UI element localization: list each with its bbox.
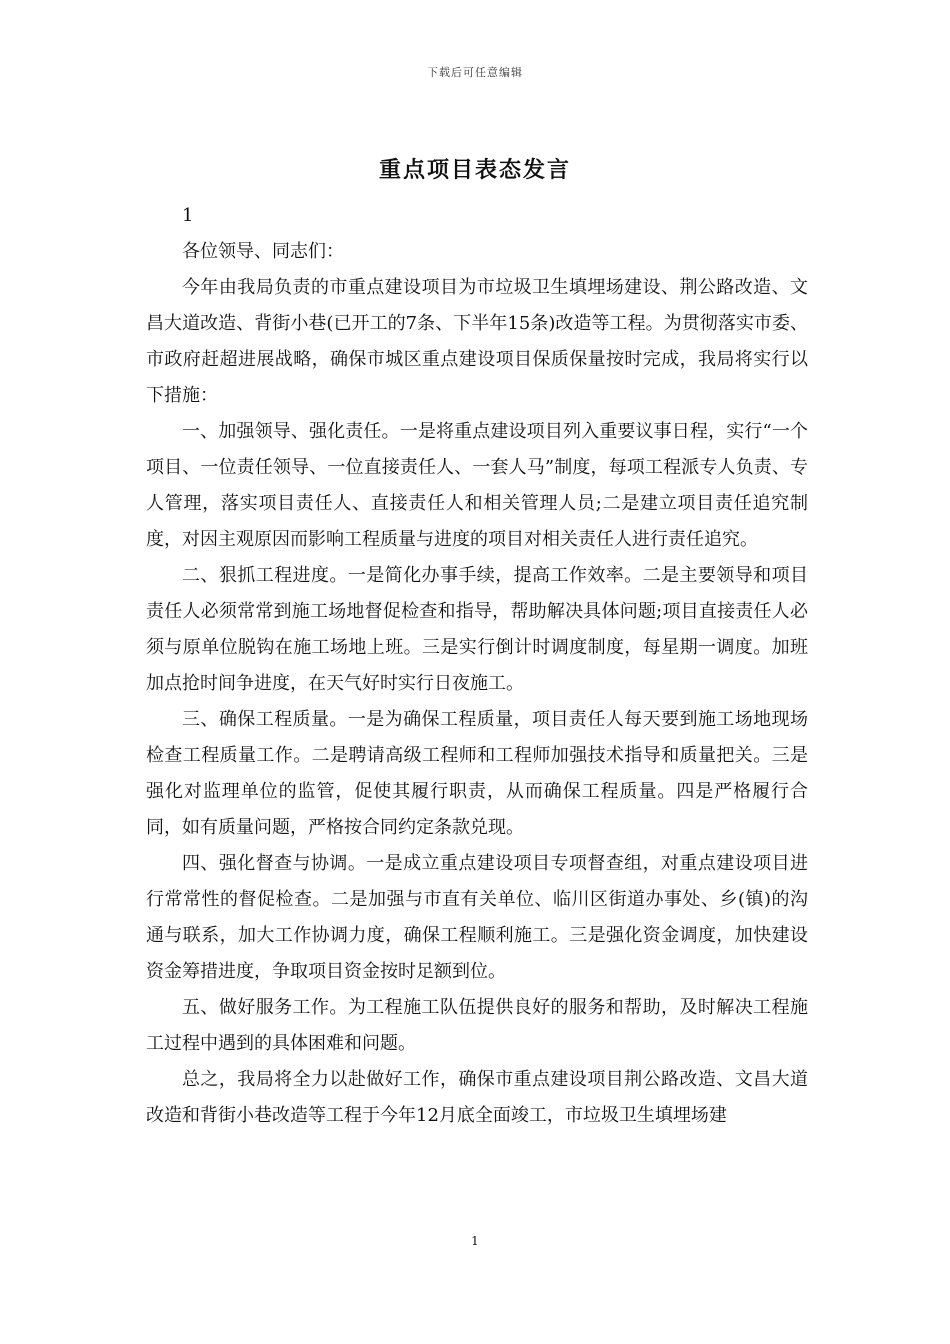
paragraph-measure-2: 二、狠抓工程进度。一是简化办事手续，提高工作效率。二是主要领导和项目责任人必须常常到施工场地督促检查和指导，帮助解决具体问题;项目直接责任人必须与原单位脱钩在施工场地上班。三是实行倒计时调度制度，每星期一调度。加班加点抢时间争进度，在天气好时实行日夜施工。	[146, 565, 808, 694]
paragraph-greeting: 各位领导、同志们：	[182, 241, 344, 262]
paragraph-intro: 今年由我局负责的市重点建设项目为市垃圾卫生填埋场建设、荆公路改造、文昌大道改造、背街小巷(已开工的7条、下半年15条)改造等工程。为贯彻落实市委、市政府赶超进展战略，确保市城区重点建设项目保质保量按时完成，我局将实行以下措施：	[146, 277, 808, 406]
paragraph-number: 1	[182, 205, 194, 226]
header-note: 下载后可任意编辑	[427, 66, 523, 79]
paragraph-measure-3: 三、确保工程质量。一是为确保工程质量，项目责任人每天要到施工场地现场检查工程质量工作。二是聘请高级工程师和工程师加强技术指导和质量把关。三是强化对监理单位的监管，促使其履行职责，从而确保工程质量。四是严格履行合同，如有质量问题，严格按合同约定条款兑现。	[146, 709, 808, 838]
paragraph-conclusion: 总之，我局将全力以赴做好工作，确保市重点建设项目荆公路改造、文昌大道改造和背街小巷改造等工程于今年12月底全面竣工，市垃圾卫生填埋场建	[146, 1069, 808, 1126]
page-number: 1	[471, 1234, 479, 1248]
document-body	[146, 198, 808, 1134]
paragraph-measure-1: 一、加强领导、强化责任。一是将重点建设项目列入重要议事日程，实行“一个项目、一位责任领导、一位直接责任人、一套人马”制度，每项工程派专人负责、专人管理，落实项目责任人、直接责任人和相关管理人员;二是建立项目责任追究制度，对因主观原因而影响工程质量与进度的项目对相关责任人进行责任追究。	[146, 421, 808, 550]
document-title: 重点项目表态发言	[378, 158, 571, 183]
paragraph-measure-4: 四、强化督查与协调。一是成立重点建设项目专项督查组，对重点建设项目进行常常性的督促检查。二是加强与市直有关单位、临川区街道办事处、乡(镇)的沟通与联系，加大工作协调力度，确保工程顺利施工。三是强化资金调度，加快建设资金筹措进度，争取项目资金按时足额到位。	[146, 853, 808, 982]
paragraph-measure-5: 五、做好服务工作。为工程施工队伍提供良好的服务和帮助，及时解决工程施工过程中遇到的具体困难和问题。	[146, 997, 808, 1054]
